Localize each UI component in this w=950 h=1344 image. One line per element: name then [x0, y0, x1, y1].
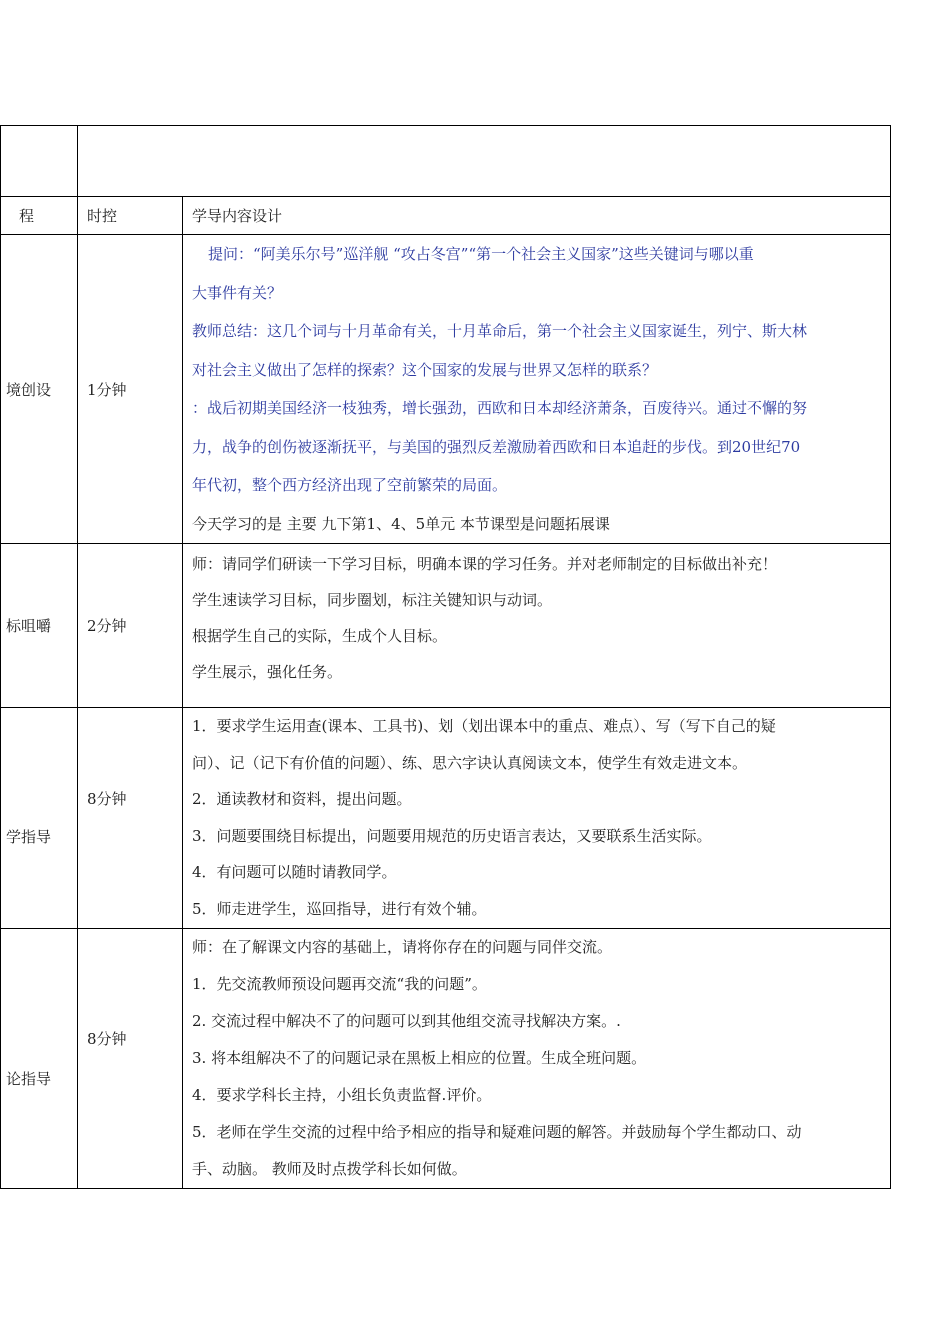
blank-cell-merged [78, 126, 891, 197]
content-line: 3．问题要围绕目标提出，问题要用规范的历史语言表达，又要联系生活实际。 [192, 826, 712, 845]
time-cell: 1分钟 [78, 235, 183, 544]
time-label: 8分钟 [87, 1030, 127, 1048]
time-cell: 2分钟 [78, 544, 183, 708]
table-header-row [1, 197, 891, 235]
content-line: 3. 将本组解决不了的问题记录在黑板上相应的位置。生成全班问题。 [192, 1049, 647, 1067]
content-line: 师：请同学们研读一下学习目标，明确本课的学习任务。并对老师制定的目标做出补充！ [192, 555, 778, 573]
header-content: 学导内容设计 [183, 197, 891, 235]
stage-cell [1, 708, 78, 929]
content-line: 5．师走进学生，巡回指导，进行有效个辅。 [192, 899, 487, 918]
content-line: 力，战争的创伤被逐渐抚平，与美国的强烈反差激励着西欧和日本追赶的步伐。到20世纪70 [192, 437, 801, 456]
content-line: 2．通读教材和资料，提出问题。 [192, 790, 412, 808]
lesson-plan-table [0, 125, 891, 1189]
content-line: 师：在了解课文内容的基础上，请将你存在的问题与同伴交流。 [192, 938, 613, 956]
content-line: 今天学习的是 主要 九下第1、4、5单元 本节课型是问题拓展课 [192, 514, 610, 533]
content-line: 根据学生自己的实际，生成个人目标。 [192, 627, 448, 645]
stage-cell: 境创设 [1, 235, 78, 544]
content-line: 5．老师在学生交流的过程中给予相应的指导和疑难问题的解答。并鼓励每个学生都动口、动 [192, 1123, 802, 1141]
stage-label: 学指导 [5, 827, 51, 846]
content-line: 教师总结：这几个词与十月革命有关，十月革命后，第一个社会主义国家诞生，列宁、斯大林 [192, 322, 808, 340]
content-line: 问）、记（记下有价值的问题）、练、思六字诀认真阅读文本，使学生有效走进文本。 [192, 753, 748, 772]
content-line: 学生速读学习目标，同步圈划，标注关键知识与动词。 [192, 591, 553, 609]
header-stage: 程 [1, 197, 78, 235]
content-cell [183, 544, 891, 708]
content-line: 学生展示，强化任务。 [192, 663, 343, 681]
content-line: 1．先交流教师预设问题再交流“我的问题”。 [192, 975, 487, 993]
content-cell [183, 235, 891, 544]
table-row [1, 708, 891, 929]
stage-cell: 标咀嚼 [1, 544, 78, 708]
content-line: 年代初，整个西方经济出现了空前繁荣的局面。 [192, 476, 508, 494]
table-row [1, 235, 891, 544]
stage-label: 论指导 [5, 1070, 51, 1088]
content-line: ：战后初期美国经济一枝独秀，增长强劲，西欧和日本却经济萧条，百废待兴。通过不懈的努 [192, 399, 808, 417]
content-line: 1．要求学生运用查(课本、工具书)、划（划出课本中的重点、难点）、写（写下自己的疑 [192, 717, 776, 735]
content-cell [183, 708, 891, 929]
time-cell [78, 929, 183, 1189]
stage-cell [1, 929, 78, 1189]
table-row-blank [1, 126, 891, 197]
time-label: 8分钟 [87, 789, 127, 808]
content-line: 提问：“阿美乐尔号”巡洋舰 “攻占冬宫”“第一个社会主义国家”这些关键词与哪以重 [208, 245, 754, 263]
content-line: 4．要求学科长主持，小组长负责监督.评价。 [192, 1086, 492, 1104]
content-line: 对社会主义做出了怎样的探索？这个国家的发展与世界又怎样的联系？ [192, 360, 658, 379]
content-line: 大事件有关？ [192, 283, 283, 302]
table-row [1, 544, 891, 708]
blank-cell-stage [1, 126, 78, 197]
table-row [1, 929, 891, 1189]
content-line: 手、动脑。 教师及时点拨学科长如何做。 [192, 1160, 467, 1178]
content-cell [183, 929, 891, 1189]
content-line: 4．有问题可以随时请教同学。 [192, 863, 397, 881]
content-line: 2. 交流过程中解决不了的问题可以到其他组交流寻找解决方案。. [192, 1012, 621, 1030]
header-time: 时控 [78, 197, 183, 235]
time-cell [78, 708, 183, 929]
